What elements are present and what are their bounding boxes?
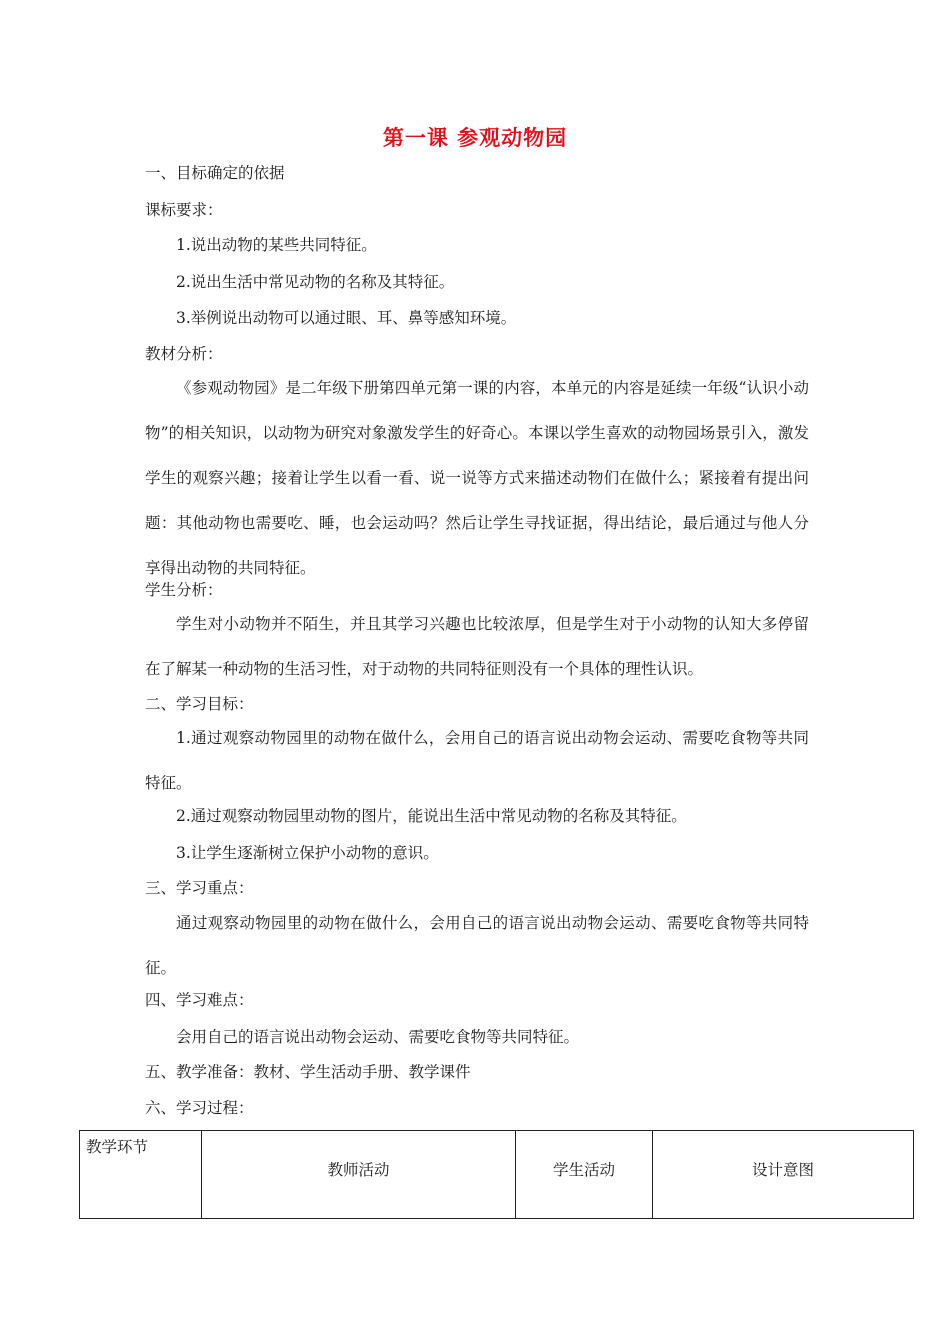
section-6-heading: 六、学习过程：	[145, 1099, 254, 1117]
material-paragraph: 《参观动物园》是二年级下册第四单元第一课的内容，本单元的内容是延续一年级“认识小动物”的相关知识，以动物为研究对象激发学生的好奇心。本课以学生喜欢的动物园场景引入，激发学生的观察兴趣；接着让学生以看一看、说一说等方式来描述动物们在做什么；紧接着有提出问题：其他动物也需要吃、睡，也会运动吗？然后让学生寻找证据，得出结论，最后通过与他人分享得出动物的共同特征。	[145, 379, 809, 577]
section-4-heading: 四、学习难点：	[145, 991, 254, 1009]
section-1-heading: 一、目标确定的依据	[145, 164, 285, 182]
curriculum-item: 1.说出动物的某些共同特征。	[176, 236, 377, 254]
curriculum-item: 2.说出生活中常见动物的名称及其特征。	[176, 273, 455, 291]
learning-process-table	[79, 1130, 914, 1219]
goal-item: 1.通过观察动物园里的动物在做什么，会用自己的语言说出动物会运动、需要吃食物等共同特征。	[145, 729, 809, 792]
goal-item: 2.通过观察动物园里动物的图片，能说出生活中常见动物的名称及其特征。	[176, 807, 687, 825]
student-label: 学生分析：	[145, 581, 223, 599]
lesson-title: 第一课 参观动物园	[382, 125, 568, 150]
goal-item: 3.让学生逐渐树立保护小动物的意识。	[176, 844, 439, 862]
student-paragraph: 学生对小动物并不陌生，并且其学习兴趣也比较浓厚，但是学生对于小动物的认知大多停留在了解某一种动物的生活习性，对于动物的共同特征则没有一个具体的理性认识。	[145, 615, 809, 678]
curriculum-label: 课标要求：	[145, 201, 223, 219]
section-5-heading: 五、教学准备：教材、学生活动手册、教学课件	[145, 1063, 471, 1081]
section-3-heading: 三、学习重点：	[145, 879, 254, 897]
table-header-row	[80, 1131, 914, 1219]
header-cell-teacher-activity: 教师活动	[202, 1131, 516, 1219]
header-cell-design-intent: 设计意图	[653, 1131, 914, 1219]
header-cell-student-activity: 学生活动	[516, 1131, 653, 1219]
focus-paragraph: 通过观察动物园里的动物在做什么，会用自己的语言说出动物会运动、需要吃食物等共同特征。	[145, 914, 809, 977]
material-label: 教材分析：	[145, 345, 223, 363]
curriculum-item: 3.举例说出动物可以通过眼、耳、鼻等感知环境。	[176, 309, 517, 327]
difficulty-text: 会用自己的语言说出动物会运动、需要吃食物等共同特征。	[176, 1028, 580, 1046]
section-2-heading: 二、学习目标：	[145, 695, 254, 713]
header-cell-teaching-stage: 教学环节	[80, 1131, 202, 1219]
